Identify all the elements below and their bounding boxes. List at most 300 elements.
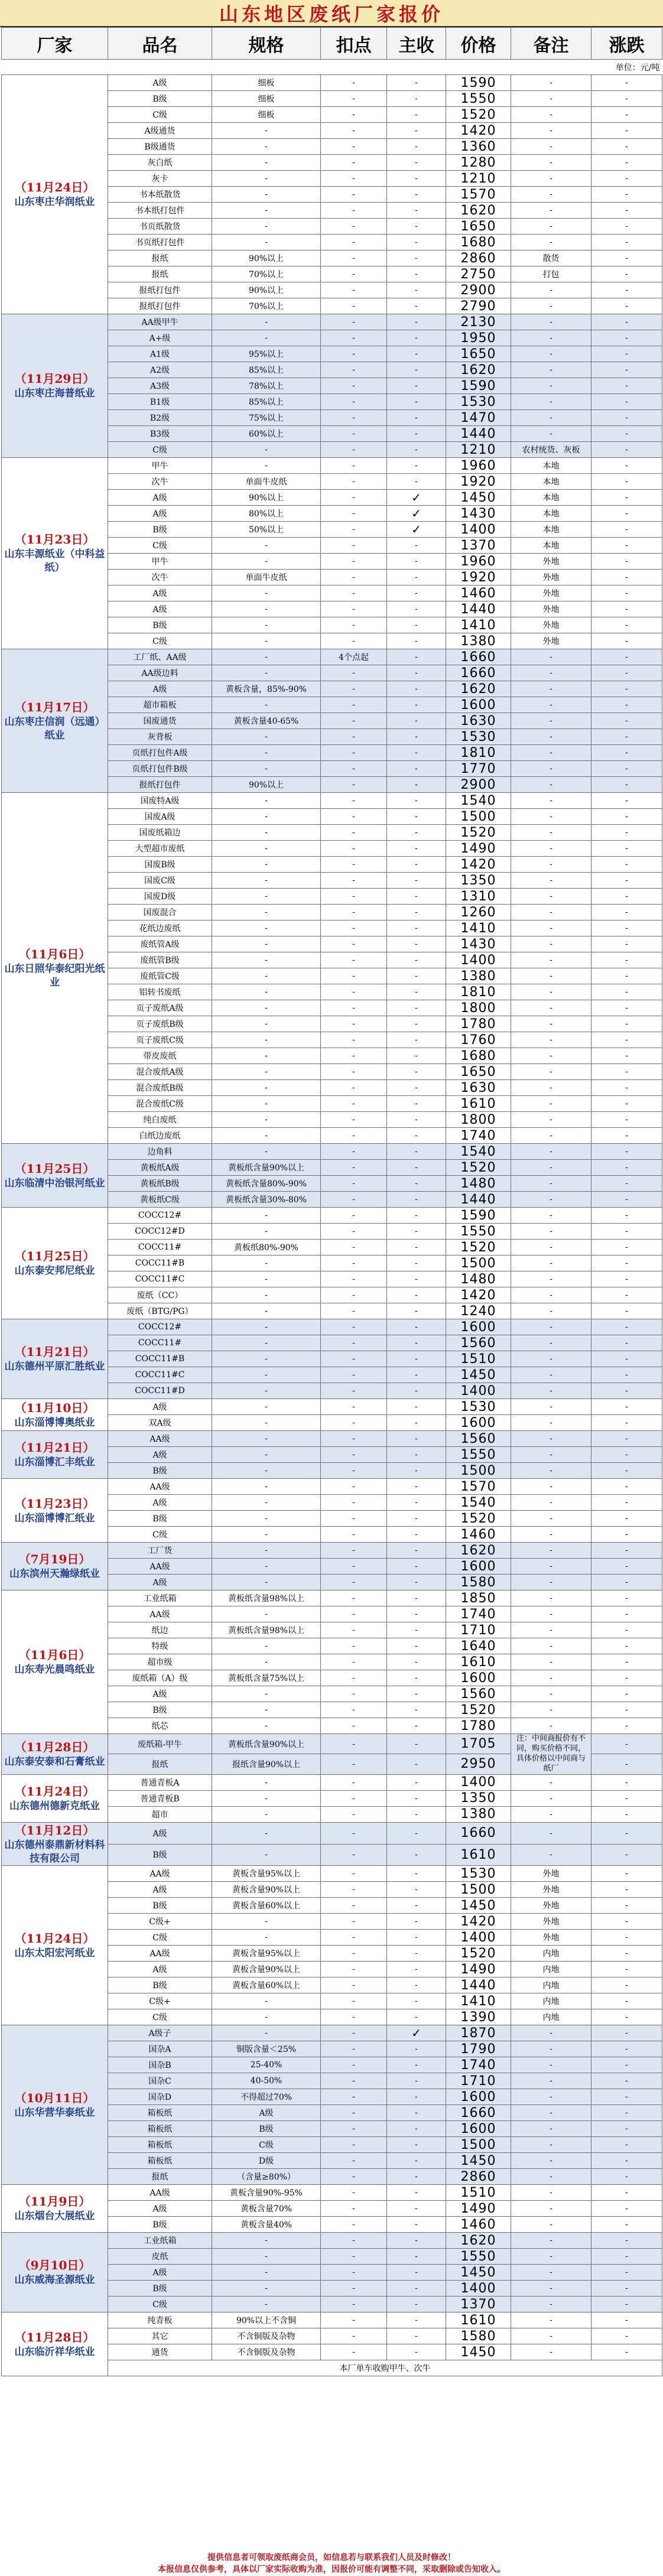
cell-spec: - <box>212 1271 321 1287</box>
cell-note: - <box>511 1224 592 1240</box>
cell-price: 1600 <box>446 697 511 713</box>
cell-change: - <box>592 1032 662 1048</box>
cell-spec: - <box>212 1383 321 1399</box>
cell-note: - <box>511 1287 592 1303</box>
cell-grade: A级 <box>108 1686 212 1702</box>
cell-note: - <box>511 2025 592 2041</box>
cell-note: - <box>511 203 592 219</box>
cell-deduct: - <box>321 2121 387 2137</box>
cell-change: - <box>592 1686 662 1702</box>
cell-spec: - <box>212 889 321 905</box>
cell-spec: 78%以上 <box>212 378 321 394</box>
cell-deduct: - <box>321 1256 387 1271</box>
cell-grade: B级 <box>108 1977 212 1993</box>
cell-price: 1520 <box>446 1511 511 1527</box>
cell-spec: 70%以上 <box>212 298 321 314</box>
cell-grade: AA级 <box>108 1866 212 1882</box>
cell-deduct: - <box>321 1064 387 1080</box>
cell-change: - <box>592 2169 662 2185</box>
cell-grade: 国废B级 <box>108 857 212 873</box>
cell-spec: - <box>212 1303 321 1319</box>
cell-note: - <box>511 2057 592 2073</box>
cell-grade: A级 <box>108 2201 212 2217</box>
cell-spec: A级 <box>212 2105 321 2121</box>
cell-price: 1420 <box>446 1914 511 1930</box>
factory-date: （11月21日） <box>14 1440 95 1455</box>
cell-sub: - <box>387 1511 446 1527</box>
cell-spec: - <box>212 873 321 889</box>
factory-name: 山东华营华泰纸业 <box>14 2106 95 2119</box>
cell-sub: - <box>387 2217 446 2233</box>
cell-change: - <box>592 1844 662 1866</box>
cell-deduct: - <box>321 1977 387 1993</box>
cell-deduct: - <box>321 251 387 266</box>
cell-grade: 皮纸 <box>108 2249 212 2265</box>
cell-note: - <box>511 1096 592 1112</box>
cell-note: 外地 <box>511 601 592 617</box>
cell-price: 1440 <box>446 426 511 442</box>
cell-deduct: - <box>321 1790 387 1806</box>
cell-spec: - <box>212 1463 321 1479</box>
cell-spec: - <box>212 1128 321 1144</box>
table-row <box>2 2312 662 2328</box>
cell-grade: COCC12# <box>108 1208 212 1224</box>
cell-change: - <box>592 1319 662 1335</box>
cell-spec: - <box>212 1319 321 1335</box>
cell-deduct: - <box>321 1032 387 1048</box>
cell-grade: AA级边料 <box>108 665 212 681</box>
cell-deduct: - <box>321 2312 387 2328</box>
cell-spec: 黄板含量90%以上 <box>212 1882 321 1898</box>
table-row <box>2 314 662 330</box>
cell-note: - <box>511 1527 592 1543</box>
cell-note: - <box>511 873 592 889</box>
cell-grade: 书页纸打包件 <box>108 235 212 251</box>
cell-grade: 工厂纸、AA级 <box>108 649 212 665</box>
cell-price: 1710 <box>446 1622 511 1638</box>
cell-deduct: - <box>321 1495 387 1511</box>
cell-deduct: - <box>321 857 387 873</box>
table-row <box>2 2185 662 2201</box>
cell-change: - <box>592 2137 662 2153</box>
cell-note: - <box>511 1064 592 1080</box>
cell-price: 1560 <box>446 1335 511 1351</box>
cell-change: - <box>592 1415 662 1431</box>
cell-price: 1540 <box>446 1144 511 1160</box>
cell-sub: - <box>387 857 446 873</box>
cell-spec: - <box>212 1064 321 1080</box>
cell-deduct: - <box>321 713 387 729</box>
cell-grade: B1级 <box>108 394 212 410</box>
cell-note: - <box>511 378 592 394</box>
cell-change: - <box>592 1718 662 1734</box>
cell-deduct: - <box>321 617 387 633</box>
cell-deduct: - <box>321 522 387 538</box>
cell-change: - <box>592 538 662 554</box>
cell-spec: D级 <box>212 2153 321 2169</box>
footer-line-1: 提供信息者可领取废纸商会员，如信息若与联系我们人员及时修改！ <box>207 2553 456 2563</box>
cell-note: - <box>511 1447 592 1463</box>
cell-sub: - <box>387 410 446 426</box>
cell-grade: 混合废纸C级 <box>108 1096 212 1112</box>
cell-note: - <box>511 713 592 729</box>
cell-sub: - <box>387 873 446 889</box>
cell-grade: 纸边 <box>108 1622 212 1638</box>
cell-note: - <box>511 155 592 171</box>
cell-note: 本地 <box>511 522 592 538</box>
cell-note: - <box>511 1192 592 1208</box>
cell-note: - <box>511 1399 592 1415</box>
cell-deduct: - <box>321 921 387 936</box>
cell-grade: 箱板纸 <box>108 2137 212 2153</box>
cell-change: - <box>592 522 662 538</box>
cell-deduct: - <box>321 107 387 123</box>
cell-change: - <box>592 394 662 410</box>
cell-grade: 报纸 <box>108 251 212 266</box>
cell-note: - <box>511 1160 592 1176</box>
cell-grade: COCC11# <box>108 1335 212 1351</box>
cell-grade: 边角料 <box>108 1144 212 1160</box>
cell-note: - <box>511 1240 592 1256</box>
cell-price: 1705 <box>446 1734 511 1754</box>
cell-deduct: - <box>321 2233 387 2249</box>
cell-change: - <box>592 681 662 697</box>
factory-name: 山东临清中治银河纸业 <box>4 1177 105 1189</box>
cell-price: 1440 <box>446 601 511 617</box>
cell-grade: B级 <box>108 1511 212 1527</box>
cell-spec: - <box>212 809 321 825</box>
cell-price: 1480 <box>446 1271 511 1287</box>
factory-date: （11月12日） <box>14 1823 95 1837</box>
cell-grade: 书本纸散货 <box>108 187 212 203</box>
cell-deduct: - <box>321 2073 387 2089</box>
cell-change: - <box>592 2121 662 2137</box>
cell-note: - <box>511 2153 592 2169</box>
cell-deduct: - <box>321 2249 387 2265</box>
cell-deduct: - <box>321 1160 387 1176</box>
cell-spec: - <box>212 2281 321 2297</box>
cell-note: 外地 <box>511 1930 592 1946</box>
cell-deduct: - <box>321 936 387 952</box>
cell-spec: - <box>212 2009 321 2025</box>
cell-grade: 报纸打包件 <box>108 298 212 314</box>
cell-price: 1440 <box>446 1977 511 1993</box>
cell-sub: - <box>387 554 446 570</box>
cell-deduct: - <box>321 1192 387 1208</box>
factory-name: 山东烟台大展纸业 <box>14 2210 95 2223</box>
cell-grade: COCC11# <box>108 1240 212 1256</box>
cell-change: - <box>592 952 662 968</box>
cell-note: - <box>511 2121 592 2137</box>
cell-deduct: - <box>321 1271 387 1287</box>
cell-note: 打包 <box>511 266 592 282</box>
table-row <box>2 793 662 809</box>
cell-grade: 超市箱板 <box>108 697 212 713</box>
cell-spec: - <box>212 1431 321 1447</box>
cell-spec: - <box>212 1367 321 1383</box>
cell-sub: - <box>387 2201 446 2217</box>
cell-change: - <box>592 1176 662 1192</box>
cell-deduct: - <box>321 1447 387 1463</box>
cell-note: - <box>511 1335 592 1351</box>
cell-grade: 灰白纸 <box>108 155 212 171</box>
cell-change: - <box>592 1774 662 1790</box>
cell-note: 外地 <box>511 1914 592 1930</box>
cell-sub: - <box>387 2312 446 2328</box>
cell-price: 1740 <box>446 2057 511 2073</box>
cell-deduct: - <box>321 490 387 506</box>
cell-deduct: - <box>321 1806 387 1822</box>
cell-sub: - <box>387 91 446 107</box>
cell-sub: - <box>387 1415 446 1431</box>
cell-sub: - <box>387 1080 446 1096</box>
cell-sub: - <box>387 1702 446 1718</box>
cell-deduct: - <box>321 2265 387 2281</box>
cell-grade: C级 <box>108 538 212 554</box>
cell-sub: ✓ <box>387 506 446 522</box>
cell-deduct: - <box>321 1224 387 1240</box>
cell-sub: - <box>387 1351 446 1367</box>
cell-change: - <box>592 1463 662 1479</box>
cell-spec: - <box>212 458 321 474</box>
cell-spec: - <box>212 219 321 235</box>
cell-spec: - <box>212 984 321 1000</box>
cell-deduct: - <box>321 1112 387 1128</box>
cell-sub: - <box>387 1606 446 1622</box>
factory-name: 山东枣庄海普纸业 <box>14 388 95 400</box>
cell-deduct: - <box>321 139 387 155</box>
cell-price: 1630 <box>446 713 511 729</box>
cell-note: - <box>511 1606 592 1622</box>
cell-change: - <box>592 187 662 203</box>
cell-grade: A级 <box>108 506 212 522</box>
cell-price: 1210 <box>446 442 511 458</box>
cell-sub: - <box>387 2121 446 2137</box>
cell-price: 1760 <box>446 1032 511 1048</box>
cell-spec: - <box>212 330 321 346</box>
cell-deduct: - <box>321 1844 387 1866</box>
cell-spec: 黄板含量95%以上 <box>212 1866 321 1882</box>
cell-spec: - <box>212 1511 321 1527</box>
cell-sub: - <box>387 1844 446 1866</box>
cell-spec: （含量≥80%） <box>212 2169 321 2185</box>
factory-date: （7月19日） <box>18 1552 91 1567</box>
cell-spec: - <box>212 2233 321 2249</box>
cell-grade: 报纸 <box>108 266 212 282</box>
unit-label: 单位：元/吨 <box>2 60 662 75</box>
cell-change: - <box>592 617 662 633</box>
cell-deduct: - <box>321 1527 387 1543</box>
cell-deduct: - <box>321 1096 387 1112</box>
cell-note: - <box>511 1048 592 1064</box>
cell-price: 2130 <box>446 314 511 330</box>
cell-price: 1740 <box>446 1606 511 1622</box>
cell-change: - <box>592 2265 662 2281</box>
cell-sub: - <box>387 330 446 346</box>
cell-sub: - <box>387 1734 446 1754</box>
header-note: 备注 <box>511 28 592 60</box>
cell-note: - <box>511 2169 592 2185</box>
cell-spec: 70%以上 <box>212 266 321 282</box>
cell-change: - <box>592 984 662 1000</box>
factory-name: 山东德州平原汇胜纸业 <box>4 1361 105 1373</box>
cell-note: 外地 <box>511 617 592 633</box>
cell-deduct: - <box>321 952 387 968</box>
cell-spec: 90%以上 <box>212 777 321 793</box>
cell-spec: - <box>212 905 321 921</box>
cell-change: - <box>592 1351 662 1367</box>
cell-price: 1620 <box>446 2233 511 2249</box>
cell-grade: C级 <box>108 1527 212 1543</box>
cell-note: - <box>511 1575 592 1591</box>
factory-date: （11月28日） <box>14 1739 95 1754</box>
cell-deduct: - <box>321 330 387 346</box>
cell-spec: 黄板含量40% <box>212 2217 321 2233</box>
factory-date: （11月24日） <box>14 180 95 195</box>
cell-change: - <box>592 203 662 219</box>
cell-price: 1580 <box>446 1575 511 1591</box>
cell-price: 1610 <box>446 1654 511 1670</box>
cell-deduct: - <box>321 2344 387 2360</box>
factory-name: 山东威海圣源纸业 <box>14 2274 95 2286</box>
cell-note: - <box>511 187 592 203</box>
table-row <box>2 1822 662 1844</box>
cell-price: 1620 <box>446 1543 511 1559</box>
cell-note: - <box>511 219 592 235</box>
cell-sub: - <box>387 2344 446 2360</box>
cell-note: 内地 <box>511 1977 592 1993</box>
cell-sub: - <box>387 921 446 936</box>
factory-cell <box>2 75 108 314</box>
cell-note: - <box>511 968 592 984</box>
cell-grade: AA级甲牛 <box>108 314 212 330</box>
cell-grade: C级 <box>108 2297 212 2312</box>
cell-spec: 80%以上 <box>212 506 321 522</box>
cell-note: - <box>511 123 592 139</box>
cell-sub: - <box>387 1898 446 1914</box>
cell-spec: - <box>212 841 321 857</box>
cell-deduct: - <box>321 601 387 617</box>
cell-note: - <box>511 2249 592 2265</box>
cell-note: - <box>511 777 592 793</box>
cell-grade: B级 <box>108 522 212 538</box>
cell-sub: - <box>387 649 446 665</box>
cell-grade: 页子废纸A级 <box>108 1000 212 1016</box>
cell-change: - <box>592 219 662 235</box>
cell-grade: 次牛 <box>108 474 212 490</box>
cell-change: - <box>592 2041 662 2057</box>
cell-price: 1500 <box>446 1256 511 1271</box>
cell-note: - <box>511 1080 592 1096</box>
cell-note: - <box>511 1495 592 1511</box>
cell-spec: 60%以上 <box>212 426 321 442</box>
factory-name: 山东淄博汇丰纸业 <box>14 1456 95 1469</box>
cell-note: - <box>511 1559 592 1575</box>
cell-spec: 黄板纸含量98%以上 <box>212 1622 321 1638</box>
cell-note: - <box>511 2297 592 2312</box>
cell-sub: - <box>387 155 446 171</box>
cell-grade: 混合废纸B级 <box>108 1080 212 1096</box>
cell-spec: - <box>212 1144 321 1160</box>
cell-deduct: - <box>321 1774 387 1790</box>
cell-deduct: - <box>321 905 387 921</box>
cell-deduct: - <box>321 1016 387 1032</box>
cell-note: - <box>511 1774 592 1790</box>
cell-spec: 黄板含量90%-95% <box>212 2185 321 2201</box>
cell-deduct: - <box>321 586 387 601</box>
table-row <box>2 2233 662 2249</box>
table-row <box>2 1866 662 1882</box>
cell-price: 1530 <box>446 394 511 410</box>
cell-spec: - <box>212 139 321 155</box>
cell-deduct: - <box>321 1962 387 1977</box>
cell-deduct: - <box>321 809 387 825</box>
factory-cell <box>2 1399 108 1431</box>
cell-price: 1400 <box>446 1774 511 1790</box>
cell-grade: B级 <box>108 1898 212 1914</box>
cell-deduct: - <box>321 1144 387 1160</box>
cell-change: - <box>592 1930 662 1946</box>
cell-spec: 细板 <box>212 91 321 107</box>
cell-deduct: - <box>321 506 387 522</box>
cell-note: - <box>511 2312 592 2328</box>
cell-sub: - <box>387 1670 446 1686</box>
cell-deduct: - <box>321 1383 387 1399</box>
cell-deduct: - <box>321 187 387 203</box>
cell-grade: 页子废纸B级 <box>108 1016 212 1032</box>
cell-sub: - <box>387 601 446 617</box>
cell-price: 1850 <box>446 1591 511 1606</box>
cell-spec: - <box>212 633 321 649</box>
cell-price: 1540 <box>446 793 511 809</box>
cell-spec: - <box>212 1032 321 1048</box>
table-row <box>2 1543 662 1559</box>
cell-price: 1400 <box>446 2281 511 2297</box>
cell-sub: - <box>387 1654 446 1670</box>
cell-deduct: - <box>321 1638 387 1654</box>
cell-price: 1960 <box>446 554 511 570</box>
cell-change: - <box>592 1946 662 1962</box>
cell-price: 2950 <box>446 1754 511 1774</box>
cell-change: - <box>592 1790 662 1806</box>
cell-price: 1650 <box>446 1064 511 1080</box>
cell-note: - <box>511 1591 592 1606</box>
cell-spec: 细板 <box>212 107 321 123</box>
cell-note: 本地 <box>511 490 592 506</box>
cell-grade: 废纸（CC） <box>108 1287 212 1303</box>
factory-cell <box>2 1774 108 1822</box>
cell-grade: 废纸管A级 <box>108 936 212 952</box>
cell-spec: - <box>212 1096 321 1112</box>
cell-spec: - <box>212 952 321 968</box>
cell-spec: - <box>212 1718 321 1734</box>
cell-spec: - <box>212 1930 321 1946</box>
cell-note: - <box>511 298 592 314</box>
cell-sub: - <box>387 1319 446 1335</box>
cell-change: - <box>592 554 662 570</box>
cell-change: - <box>592 91 662 107</box>
cell-grade: 纯青板 <box>108 2312 212 2328</box>
cell-sub: - <box>387 266 446 282</box>
cell-spec: 黄板纸含量90%以上 <box>212 1734 321 1754</box>
cell-sub: - <box>387 2089 446 2105</box>
cell-price: 1580 <box>446 2328 511 2344</box>
cell-spec: - <box>212 554 321 570</box>
cell-change: - <box>592 1160 662 1176</box>
cell-note: - <box>511 1431 592 1447</box>
cell-price: 1520 <box>446 1702 511 1718</box>
cell-price: 1520 <box>446 825 511 841</box>
